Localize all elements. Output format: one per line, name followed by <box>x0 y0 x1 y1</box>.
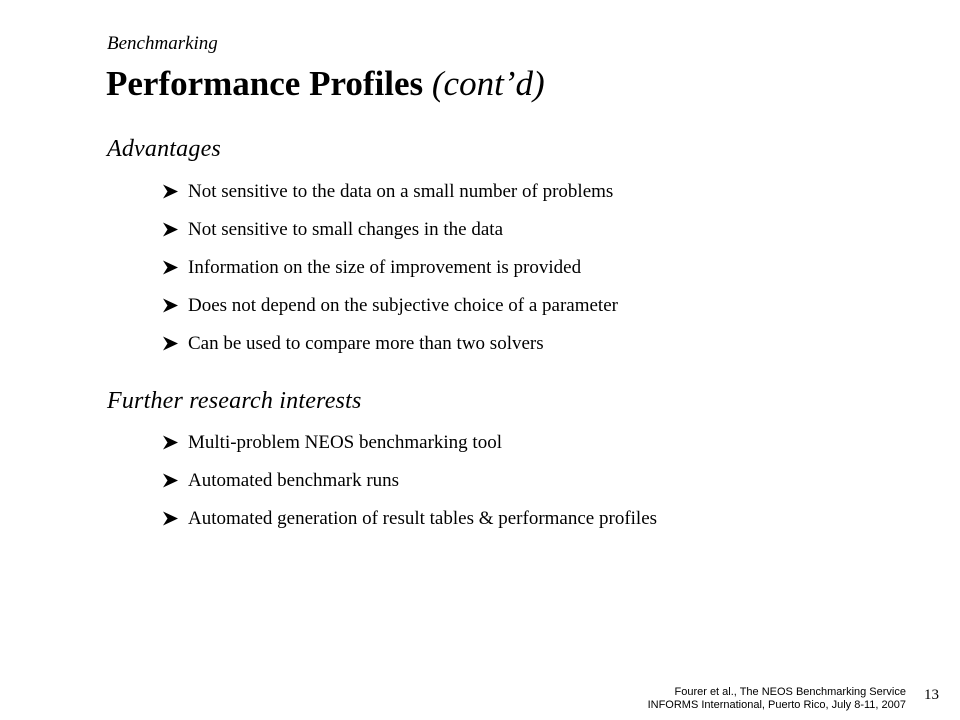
slide-title <box>106 62 545 106</box>
list-item <box>162 295 618 333</box>
slide-title-main: Performance Profiles <box>106 64 424 103</box>
list-item <box>162 508 657 546</box>
arrowhead-bullet-icon <box>162 333 188 351</box>
list-item <box>162 181 618 219</box>
page-number: 13 <box>924 687 939 703</box>
bullet-text: Automated benchmark runs <box>188 470 400 491</box>
list-item <box>162 432 657 470</box>
arrowhead-bullet-icon <box>162 432 188 450</box>
list-item <box>162 470 657 508</box>
bullet-text: Not sensitive to the data on a small number of problems <box>188 181 614 202</box>
arrowhead-bullet-icon <box>162 508 188 526</box>
arrowhead-bullet-icon <box>162 257 188 275</box>
bullet-text: Can be used to compare more than two solvers <box>188 333 544 354</box>
bullet-text: Multi-problem NEOS benchmarking tool <box>188 432 502 453</box>
footer-conference: INFORMS International, Puerto Rico, July 8-11, 2007 <box>647 699 906 711</box>
section-heading-further-research: Further research interests <box>107 388 362 414</box>
arrowhead-bullet-icon <box>162 219 188 237</box>
slide-subtitle: Benchmarking <box>107 33 218 54</box>
arrowhead-bullet-icon <box>162 181 188 199</box>
list-item <box>162 257 618 295</box>
bullet-text: Does not depend on the subjective choice of a parameter <box>188 295 618 316</box>
list-item <box>162 219 618 257</box>
slide-title-suffix: (cont’d) <box>423 64 545 103</box>
bullet-text: Information on the size of improvement is provided <box>188 257 582 278</box>
advantages-list <box>162 181 618 371</box>
further-research-list <box>162 432 657 546</box>
list-item <box>162 333 618 371</box>
footer-citation: Fourer et al., The NEOS Benchmarking Service <box>674 686 906 698</box>
slide-footer <box>648 686 906 712</box>
section-heading-advantages: Advantages <box>107 136 221 162</box>
bullet-text: Automated generation of result tables & performance profiles <box>188 508 658 529</box>
arrowhead-bullet-icon <box>162 295 188 313</box>
bullet-text: Not sensitive to small changes in the data <box>188 219 504 240</box>
arrowhead-bullet-icon <box>162 470 188 488</box>
